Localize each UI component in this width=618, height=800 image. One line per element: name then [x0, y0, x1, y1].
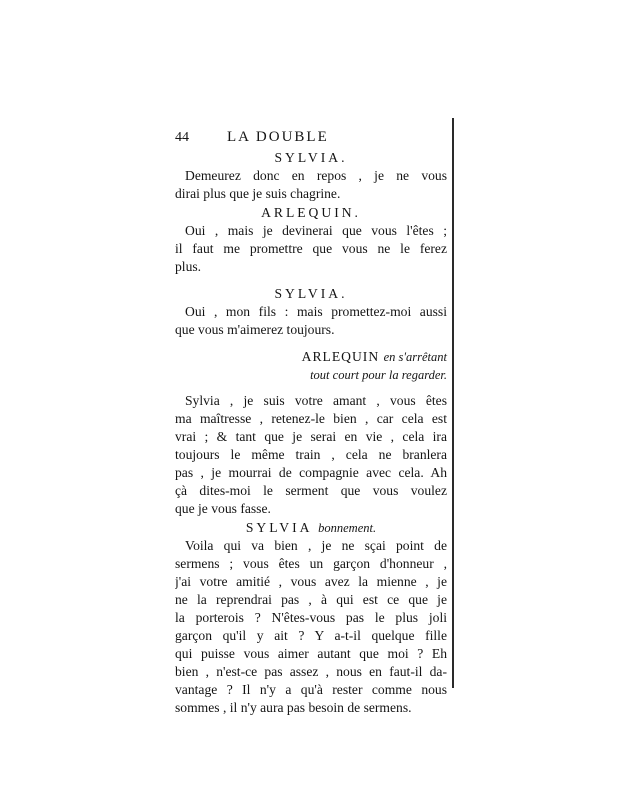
text-line: vantage ? Il n'y a qu'à rester comme nous: [175, 682, 447, 697]
speaker-name: ARLEQUIN: [301, 349, 380, 364]
page-number: 44: [175, 130, 189, 145]
text-line: Sylvia , je suis votre amant , vous êtes: [185, 393, 447, 408]
text-line: il faut me promettre que vous ne le ferez: [175, 241, 447, 256]
text-line: vrai ; & tant que je serai en vie , cela ira: [175, 429, 447, 444]
text-line: la porterois ? N'êtes-vous pas le plus joli: [175, 610, 447, 625]
stage-direction: tout court pour la regarder.: [310, 368, 447, 382]
speaker-heading: [175, 518, 447, 537]
text-line: Voila qui va bien , je ne sçai point de: [185, 538, 447, 553]
speaker-name: SYLVIA.: [274, 286, 348, 301]
text-line: bien , n'est-ce pas assez , nous en faut-il da-: [175, 664, 447, 679]
text-line: j'ai votre amitié , vous avez la mienne , je: [175, 574, 447, 589]
text-line: ma maîtresse , retenez-le bien , car cela est: [175, 411, 447, 426]
text-line: ne la reprendrai pas , à qui est ce que je: [175, 592, 447, 607]
stage-direction: en s'arrêtant: [383, 350, 447, 364]
text-line: dirai plus que je suis chagrine.: [175, 186, 341, 201]
text-line: sermens ; vous êtes un garçon d'honneur ,: [175, 556, 447, 571]
stage-direction: bonnement.: [318, 521, 377, 535]
speaker-name: SYLVIA.: [274, 150, 348, 165]
page-edge-rule: [452, 118, 454, 688]
text-line: sommes , il n'y aura pas besoin de sermens.: [175, 700, 412, 715]
text-line: Oui , mon fils : mais promettez-moi aussi: [185, 304, 447, 319]
text-line: que je vous fasse.: [175, 501, 271, 516]
text-line: garçon qu'il y ait ? Y a-t-il quelque fille: [175, 628, 447, 643]
running-title: LA DOUBLE: [227, 129, 329, 145]
text-line: pas , je mourrai de compagnie avec cela. Ah: [175, 465, 447, 480]
text-line: Oui , mais je devinerai que vous l'êtes ;: [185, 223, 447, 238]
text-line: plus.: [175, 259, 202, 274]
text-line: qui puisse vous aimer autant que moi ? Eh: [175, 646, 447, 661]
text-line: toujours le même train , cela ne branlera: [175, 447, 447, 462]
speaker-heading: [175, 347, 447, 366]
speaker-name: SYLVIA: [245, 520, 312, 535]
text-line: çà dites-moi le serment que vous voulez: [175, 483, 447, 498]
running-header: [175, 128, 447, 148]
speaker-name: ARLEQUIN.: [261, 205, 361, 220]
text-line: que vous m'aimerez toujours.: [175, 322, 335, 337]
text-block: [175, 128, 447, 717]
text-line: Demeurez donc en repos , je ne vous: [185, 168, 447, 183]
